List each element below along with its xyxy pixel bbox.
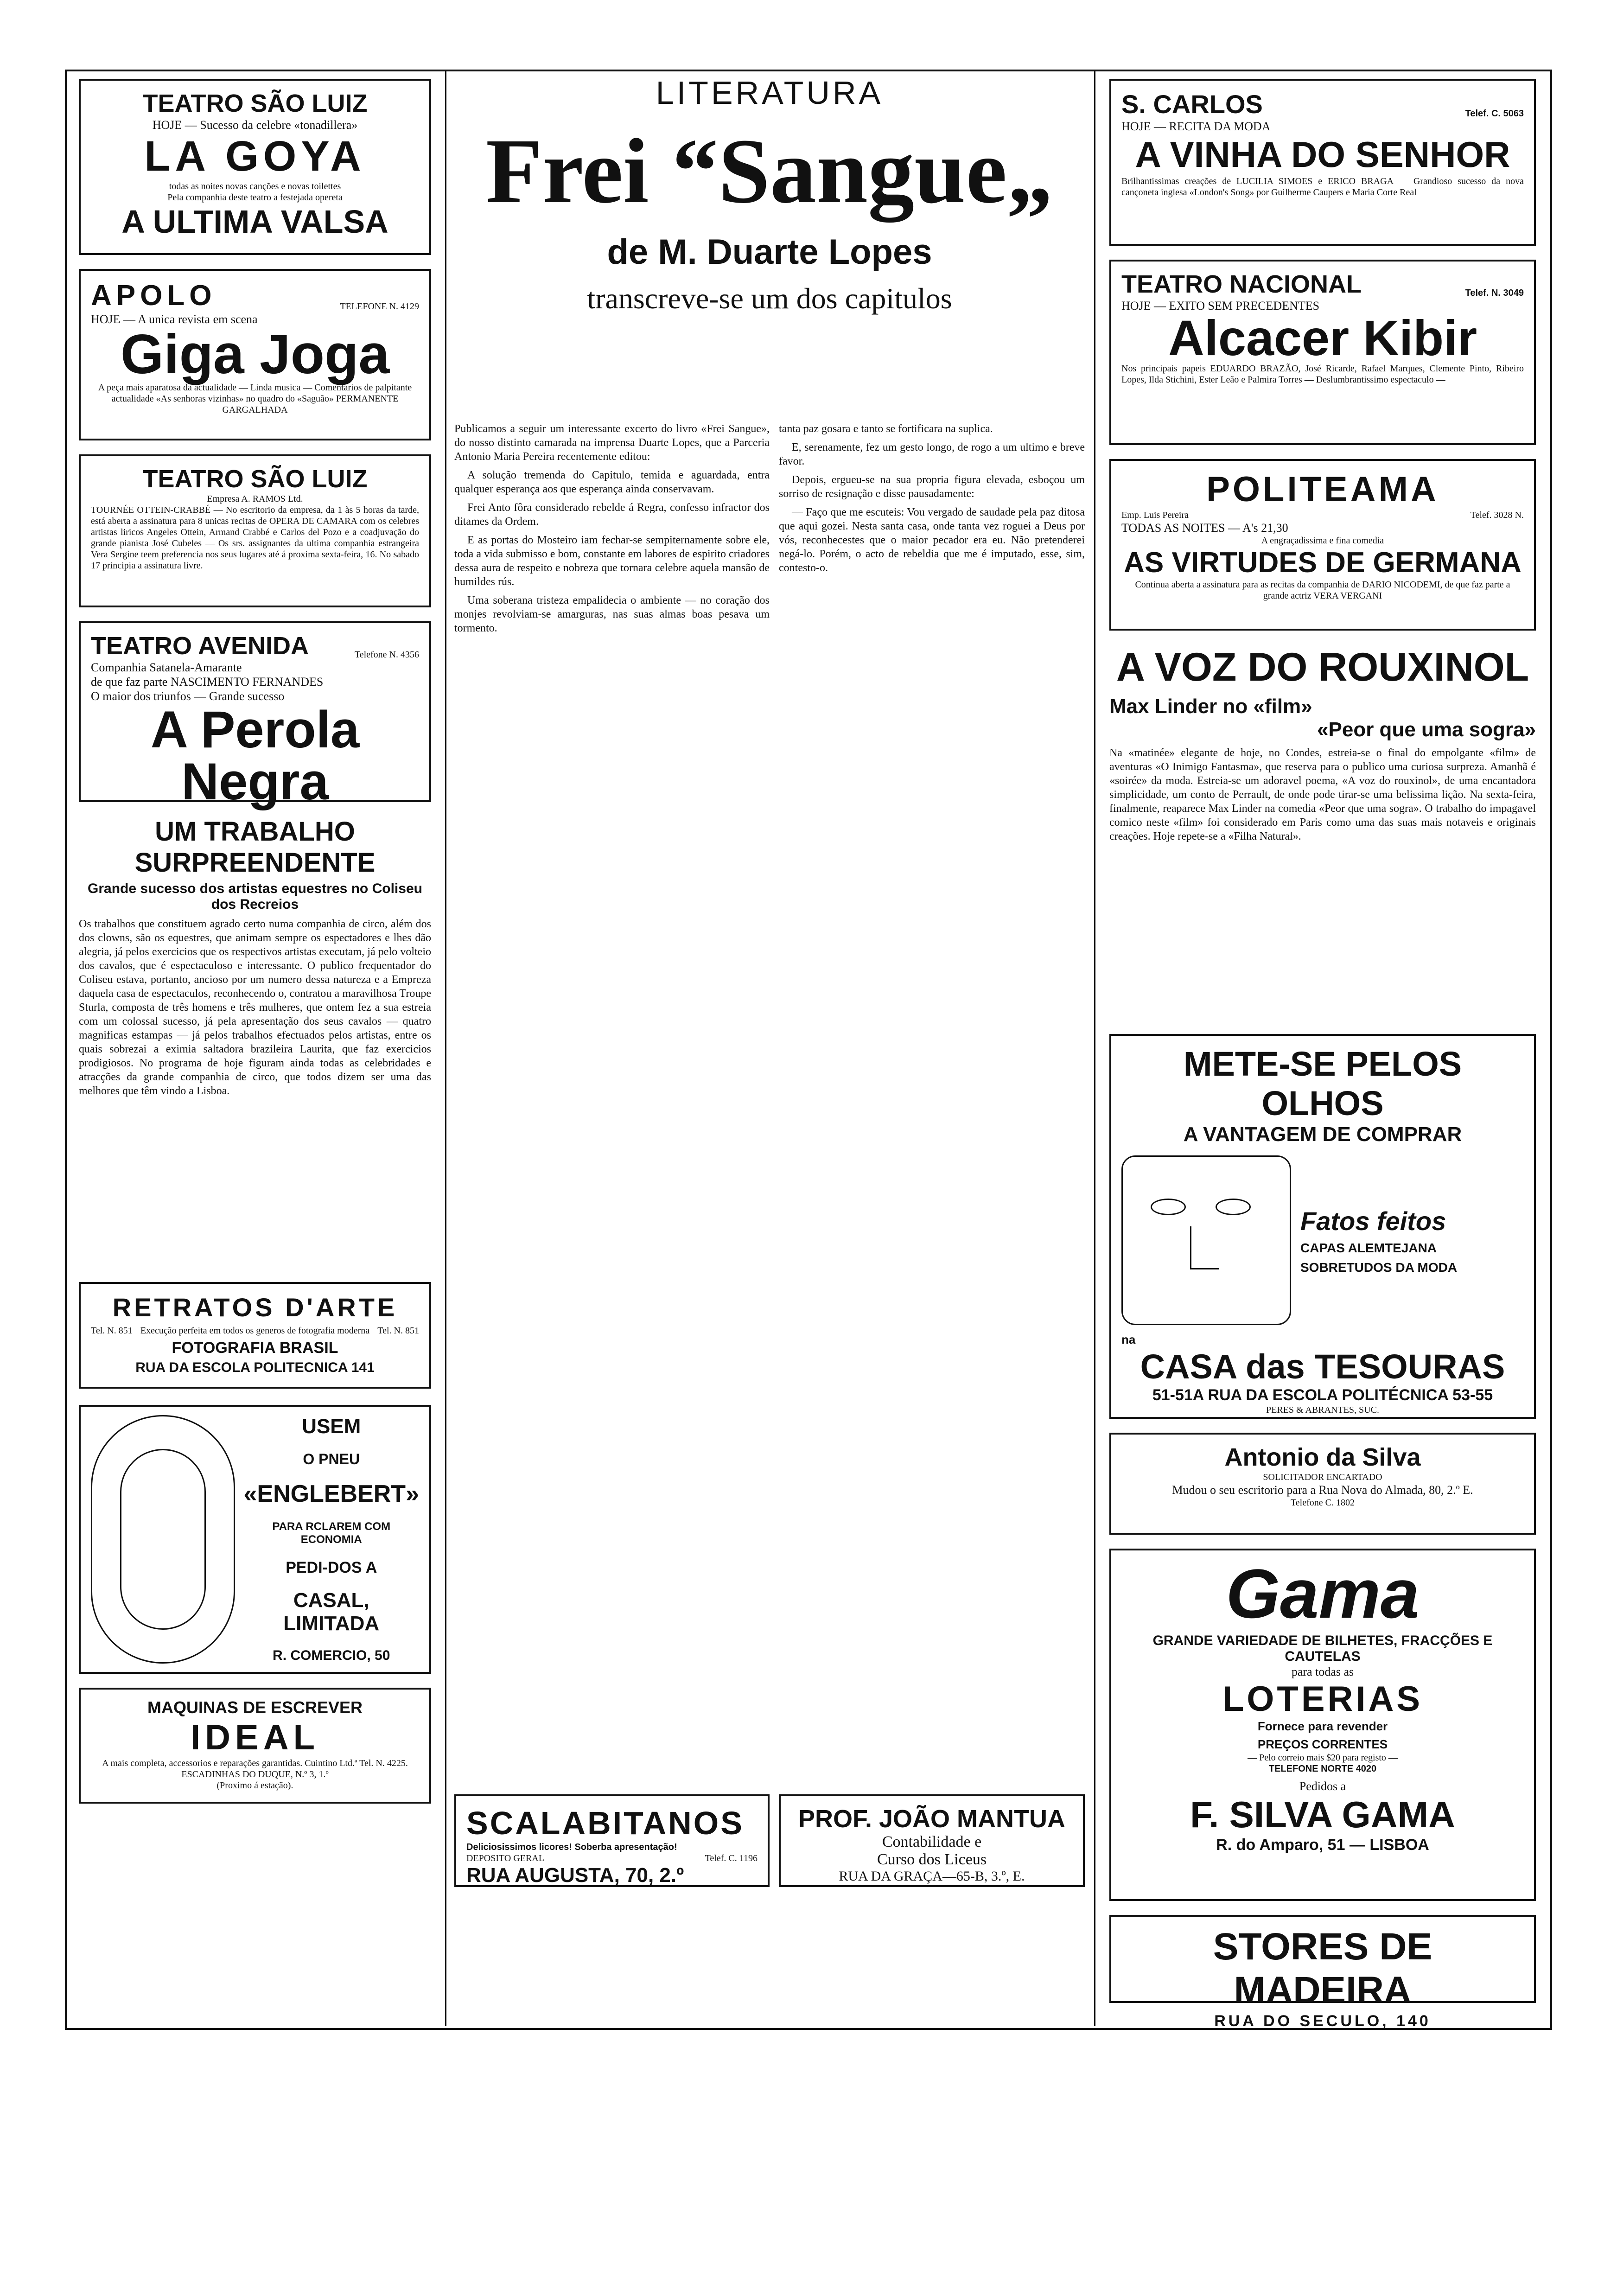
ad-line: Empresa A. RAMOS Ltd.: [207, 494, 303, 504]
ad-desc: TOURNÉE OTTEIN-CRABBÉ — No escritorio da empresa, da 1 às 5 horas da tarde, está aberta a assinatura para 8 unicas recitas de OPERA DE CAMARA com os celebres artistas liricos Angeles Ottein, Armand Crabbé e Carlos del Pozo e a coadjuvação do grande pianista José Cubeles — Os srs. assignantes da ultima companhia estrangeira Vera Sergine teem preferencia nos seus lugares até á proxima sexta-feira, 16. No sabado 17 principia a assinatura livre.: [91, 505, 419, 571]
article-col1: [454, 422, 770, 635]
ad-telef: Telef. 3028 N.: [1470, 510, 1524, 520]
ad-line: — Pelo correio mais $20 para registo —: [1248, 1752, 1398, 1763]
ad-telef: Telef. N. 3049: [1465, 288, 1524, 298]
tire-inner: [120, 1449, 206, 1630]
ad-line: HOJE — Sucesso da celebre «tonadillera»: [152, 118, 358, 132]
article-subtitle: Max Linder no «film»: [1109, 695, 1312, 718]
eye-icon: [1151, 1199, 1186, 1215]
ad-line: TODAS AS NOITES — A's 21,30: [1121, 521, 1288, 535]
ad-line: Curso dos Liceus: [877, 1851, 987, 1868]
ad-sao-carlos: [1109, 79, 1536, 246]
center-column: [445, 70, 1094, 2026]
ad-title: LOTERIAS: [1222, 1679, 1423, 1719]
ad-line: para todas as: [1291, 1665, 1354, 1678]
article-subhead: transcreve-se um dos capitulos: [587, 282, 952, 315]
ad-emp: Emp. Luis Pereira: [1121, 510, 1189, 520]
ad-line: TELEFONE NORTE 4020: [1268, 1763, 1377, 1774]
ad-telef: Telef. C. 5063: [1465, 108, 1524, 119]
article-trabalho: [79, 816, 431, 1098]
left-column: [65, 70, 446, 2026]
ad-teatro-sao-luiz-2: [79, 454, 431, 607]
article-subtitle: «Peor que uma sogra»: [1317, 718, 1536, 741]
ad-tel: Telefone C. 1802: [1290, 1498, 1355, 1508]
article-paragraph: A solução tremenda do Capitulo, temida e aguardada, entra qualquer esperança aos que esperança ainda conservavam.: [454, 469, 770, 495]
section-title: LITERATURA: [656, 75, 884, 111]
article-title: UM TRABALHO SURPREENDENTE: [134, 816, 376, 878]
ad-desc: Mudou o seu escritorio para a Rua Nova do Almada, 80, 2.º E.: [1172, 1483, 1473, 1497]
illustration-face: [1121, 1155, 1291, 1325]
ad-teatro-sao-luiz-1: [79, 79, 431, 255]
ad-line: de que faz parte NASCIMENTO FERNANDES: [91, 675, 324, 689]
ad-desc: Nos principais papeis EDUARDO BRAZÃO, José Ricarde, Rafael Marques, Clemente Pinto, Ribeiro Lopes, Ilda Stichini, Ester Leão e Palmira Torres — Deslumbrantissimo espectaculo —: [1121, 364, 1524, 385]
ad-address: RUA AUGUSTA, 70, 2.º: [466, 1864, 684, 1887]
eye-icon: [1216, 1199, 1251, 1215]
article-paragraph: E, serenamente, fez um gesto longo, de rogo a um ultimo e breve favor.: [779, 441, 1085, 467]
tire-illustration: [91, 1415, 235, 1664]
ad-line: A engraçadissima e fina comedia: [1261, 536, 1384, 546]
ad-line: HOJE — EXITO SEM PRECEDENTES: [1121, 299, 1320, 313]
ad-line: Pedidos a: [1299, 1779, 1346, 1793]
article-subtitle: Grande sucesso dos artistas equestres no Coliseu dos Recreios: [88, 881, 422, 912]
ad-address: RUA DO SECULO, 140: [1214, 2012, 1431, 2030]
ad-shop: CASAL, LIMITADA: [283, 1589, 380, 1635]
ad-politeama: [1109, 459, 1536, 631]
ad-address: R. COMERCIO, 50: [273, 1647, 390, 1663]
ad-line: USEM: [302, 1415, 361, 1438]
ad-gama: [1109, 1549, 1536, 1901]
article-author: de M. Duarte Lopes: [607, 232, 932, 272]
ad-maquinas: [79, 1688, 431, 1804]
ad-title: Alcacer Kibir: [1168, 310, 1477, 366]
ad-line: Companhia Satanela-Amarante: [91, 661, 242, 674]
ad-line: GRANDE VARIEDADE DE BILHETES, FRACÇÕES E CAUTELAS: [1152, 1633, 1493, 1664]
ad-shop: CASA das TESOURAS: [1140, 1347, 1505, 1386]
ad-line: PREÇOS CORRENTES: [1257, 1737, 1388, 1752]
venue-name: POLITEAMA: [1206, 470, 1439, 509]
ad-desc: A peça mais aparatosa da actualidade — Linda musica — Comentarios de palpitante actualidade «As senhoras vizinhas» no quadro do «Saguão» PERMANENTE GARGALHADA: [98, 383, 412, 415]
ad-prof-joao-mantua: [779, 1794, 1085, 1887]
ad-scalabitanos: [454, 1794, 770, 1887]
venue-name: TEATRO AVENIDA: [91, 632, 309, 660]
show-title: A ULTIMA VALSA: [121, 204, 388, 240]
ad-line: na: [1121, 1333, 1136, 1346]
ad-headline: METE-SE PELOS OLHOS: [1183, 1045, 1462, 1122]
ad-retratos: [79, 1282, 431, 1389]
ad-title: AS VIRTUDES DE GERMANA: [1124, 547, 1522, 579]
nose-shape: [1190, 1226, 1219, 1269]
ad-line: O PNEU: [303, 1450, 360, 1467]
right-column: [1094, 70, 1550, 2030]
ad-item: CAPAS ALEMTEJANA: [1300, 1240, 1437, 1255]
ad-item: SOBRETUDOS DA MODA: [1300, 1260, 1458, 1275]
ad-address: 51-51A RUA DA ESCOLA POLITÉCNICA 53-55: [1152, 1386, 1493, 1404]
article-body: Na «matinée» elegante de hoje, no Condes, estreia-se o final do empolgante «film» de aventuras «O Inimigo Fantasma», que reserva para o publico uma curiosa surpreza. Amanhã é «soirée» da moda. Estreia-se um adoravel poema, «A voz do rouxinol», de uma encantadora simplicidade, um conto de Perrault, de onde pode tirar-se uma belissima lição. Na sexta-feira, finalmente, reaparece Max Linder na comedia «Peor que uma sogra». O trabalho do impagavel comico neste «film» foi considerado em Paris como uma das suas mais notaveis e originais creações. Hoje repete-se a «Filha Natural».: [1109, 747, 1536, 842]
article-paragraph: — Faço que me escuteis: Vou vergado de saudade pela paz ditosa que aqui gozei. Nesta santa casa, onde tanta vez roguei a Deus por vós, reconhecestes que o maior pecador era eu. Não pretenderei negá-lo. Porém, o acto de rebeldia que me é imputado, esse, sim, contesto-o.: [779, 506, 1085, 574]
ad-item: Fatos feitos: [1300, 1206, 1446, 1236]
ad-line: Deliciosissimos licores! Soberba apresentação!: [466, 1842, 677, 1852]
ad-line: Contabilidade e: [882, 1833, 982, 1850]
ad-brand: IDEAL: [191, 1718, 319, 1757]
ad-line: PARA RCLAREM COM ECONOMIA: [272, 1520, 391, 1546]
venue-name: S. CARLOS: [1121, 89, 1263, 119]
ad-line: HOJE — A unica revista em scena: [91, 313, 258, 326]
ad-address: RUA DA GRAÇA—65-B, 3.º, E.: [839, 1869, 1025, 1884]
ad-address: R. do Amparo, 51 — LISBOA: [1216, 1836, 1429, 1854]
venue-name: TEATRO SÃO LUIZ: [142, 465, 368, 493]
ad-apolo: [79, 269, 431, 440]
ad-tel-right: Tel. N. 851: [377, 1326, 419, 1336]
article-title: Frei “Sangue„: [485, 120, 1054, 223]
ad-title: Giga Joga: [120, 323, 390, 386]
ad-tel-left: Tel. N. 851: [91, 1326, 133, 1336]
article-column-2: [779, 422, 1085, 1785]
ad-stores: [1109, 1915, 1536, 2030]
ad-brand: «ENGLEBERT»: [243, 1480, 419, 1508]
ad-title: SCALABITANOS: [466, 1805, 744, 1841]
ad-title: LA GOYA: [144, 133, 366, 180]
ad-title: Antonio da Silva: [1224, 1443, 1421, 1471]
ad-teatro-avenida: [79, 621, 431, 810]
ad-line: A VANTAGEM DE COMPRAR: [1183, 1123, 1462, 1146]
ad-title: STORES DE MADEIRA: [1213, 1926, 1432, 2011]
article-paragraph: Uma soberana tristeza empalidecia o ambiente — no coração dos monjes revolviam-se amarguras, nas suas almas boas pesava um tormento.: [454, 594, 770, 634]
ad-telefone: TELEFONE N. 4129: [340, 301, 419, 312]
venue-name: TEATRO NACIONAL: [1121, 270, 1362, 298]
ad-title: A VINHA DO SENHOR: [1135, 134, 1510, 175]
ad-address: RUA DA ESCOLA POLITECNICA 141: [135, 1360, 375, 1375]
ad-mete-se: [1109, 1034, 1536, 1419]
ad-telefone: Telefone N. 4356: [354, 650, 419, 660]
article-paragraph: tanta paz gosara e tanto se fortificara na suplica.: [779, 423, 993, 435]
ad-line: O maior dos triunfos — Grande sucesso: [91, 689, 285, 703]
ad-title: PROF. JOÃO MANTUA: [798, 1805, 1066, 1833]
ad-telef: Telef. C. 1196: [705, 1853, 758, 1863]
venue-name: TEATRO SÃO LUIZ: [142, 89, 368, 117]
ad-line: HOJE — RECITA DA MODA: [1121, 120, 1271, 133]
ad-desc: Continua aberta a assinatura para as recitas da companhia de DARIO NICODEMI, de que faz parte a grande actriz VERA VERGANI: [1135, 580, 1510, 601]
ad-line: SOLICITADOR ENCARTADO: [1263, 1472, 1382, 1482]
article-title: A VOZ DO ROUXINOL: [1116, 645, 1529, 689]
ad-desc: (Proximo á estação).: [216, 1780, 293, 1791]
ad-desc: A mais completa, accessorios e reparações garantidas. Cuintino Ltd.ª Tel. N. 4225. ESCADINHAS DO DUQUE, N.º 3, 1.º: [102, 1758, 408, 1779]
ad-line: PEDI-DOS A: [286, 1558, 377, 1576]
article-voz: [1109, 644, 1536, 843]
article-paragraph: Depois, ergueu-se na sua propria figura elevada, esboçou um sorriso de resignação e disse pausadamente:: [779, 474, 1085, 500]
article-body: Os trabalhos que constituem agrado certo numa companhia de circo, além dos dos clowns, são os equestres, que animam sempre os espectadores e lhes dão alegria, já pelos exercicios que os respectivos artistas executam, já pelo volteio dos cavalos, que é espectaculoso e interessante. O publico frequentador do Coliseu estava, portanto, ancioso por um numero dessa natureza e a Empreza daquela casa de espectaculos, reconhecendo o, contratou a maravilhosa Troupe Sturla, composta de três homens e três mulheres, que ontem fez a sua estreia com um colossal sucesso, já pela apresentação dos seus cavalos — quatro magnificas estampas — já pelos trabalhos efectuados pelos artistas, entre os quais sobrezai a eximia saltadora brazileira Laurita, que faz exercicios prodigiosos. No programa de hoje figuram ainda todas as celebridades e atracções da grande companhia de circo, que todos dizem ser uma das melhores que têm vindo a Lisboa.: [79, 918, 431, 1097]
article-col2: [779, 422, 1085, 575]
article-column-1: [454, 422, 770, 1785]
ad-line: Execução perfeita em todos os generos de fotografia moderna: [140, 1326, 370, 1336]
ad-deposito: DEPOSITO GERAL: [466, 1853, 544, 1863]
article-paragraph: E as portas do Mosteiro iam fechar-se sempiternamente sobre ele, toda a vida submisso e bom, constante em labores de espirito criadores dessa aura de respeito e nobreza que tornara celebre aquela mansão de humildes rús.: [454, 534, 770, 588]
ad-desc: Brilhantissimas creações de LUCILIA SIMOES e ERICO BRAGA — Grandioso sucesso da nova cançoneta inglesa «London's Song» por Guilherme Caupers e Maria Corte Real: [1121, 176, 1524, 198]
ad-brand: FOTOGRAFIA BRASIL: [172, 1339, 338, 1357]
ad-teatro-nacional: [1109, 260, 1536, 445]
article-paragraph: Frei Anto fôra considerado rebelde á Regra, confesso infractor dos ditames da Ordem.: [454, 502, 770, 528]
ad-title: MAQUINAS DE ESCREVER: [147, 1698, 363, 1717]
ad-logo: Gama: [1226, 1555, 1420, 1633]
ad-line: todas as noites novas canções e novas toilettes: [169, 181, 341, 192]
ad-line: Pela companhia deste teatro a festejada opereta: [167, 192, 343, 203]
article-paragraph: Publicamos a seguir um interessante excerto do livro «Frei Sangue», do nosso distinto camarada na imprensa Duarte Lopes, que a Parceria Antonio Maria Pereira recentemente editou:: [454, 423, 770, 463]
ad-title: RETRATOS D'ARTE: [112, 1293, 398, 1322]
ad-pneu: [79, 1405, 431, 1674]
ad-name: F. SILVA GAMA: [1190, 1793, 1455, 1835]
ad-antonio-da-silva: [1109, 1433, 1536, 1535]
ad-line: Fornece para revender: [1257, 1719, 1388, 1734]
venue-name: APOLO: [91, 280, 216, 312]
show-title: A Perola Negra: [150, 700, 360, 810]
ad-subline: PERES & ABRANTES, SUC.: [1266, 1405, 1379, 1415]
